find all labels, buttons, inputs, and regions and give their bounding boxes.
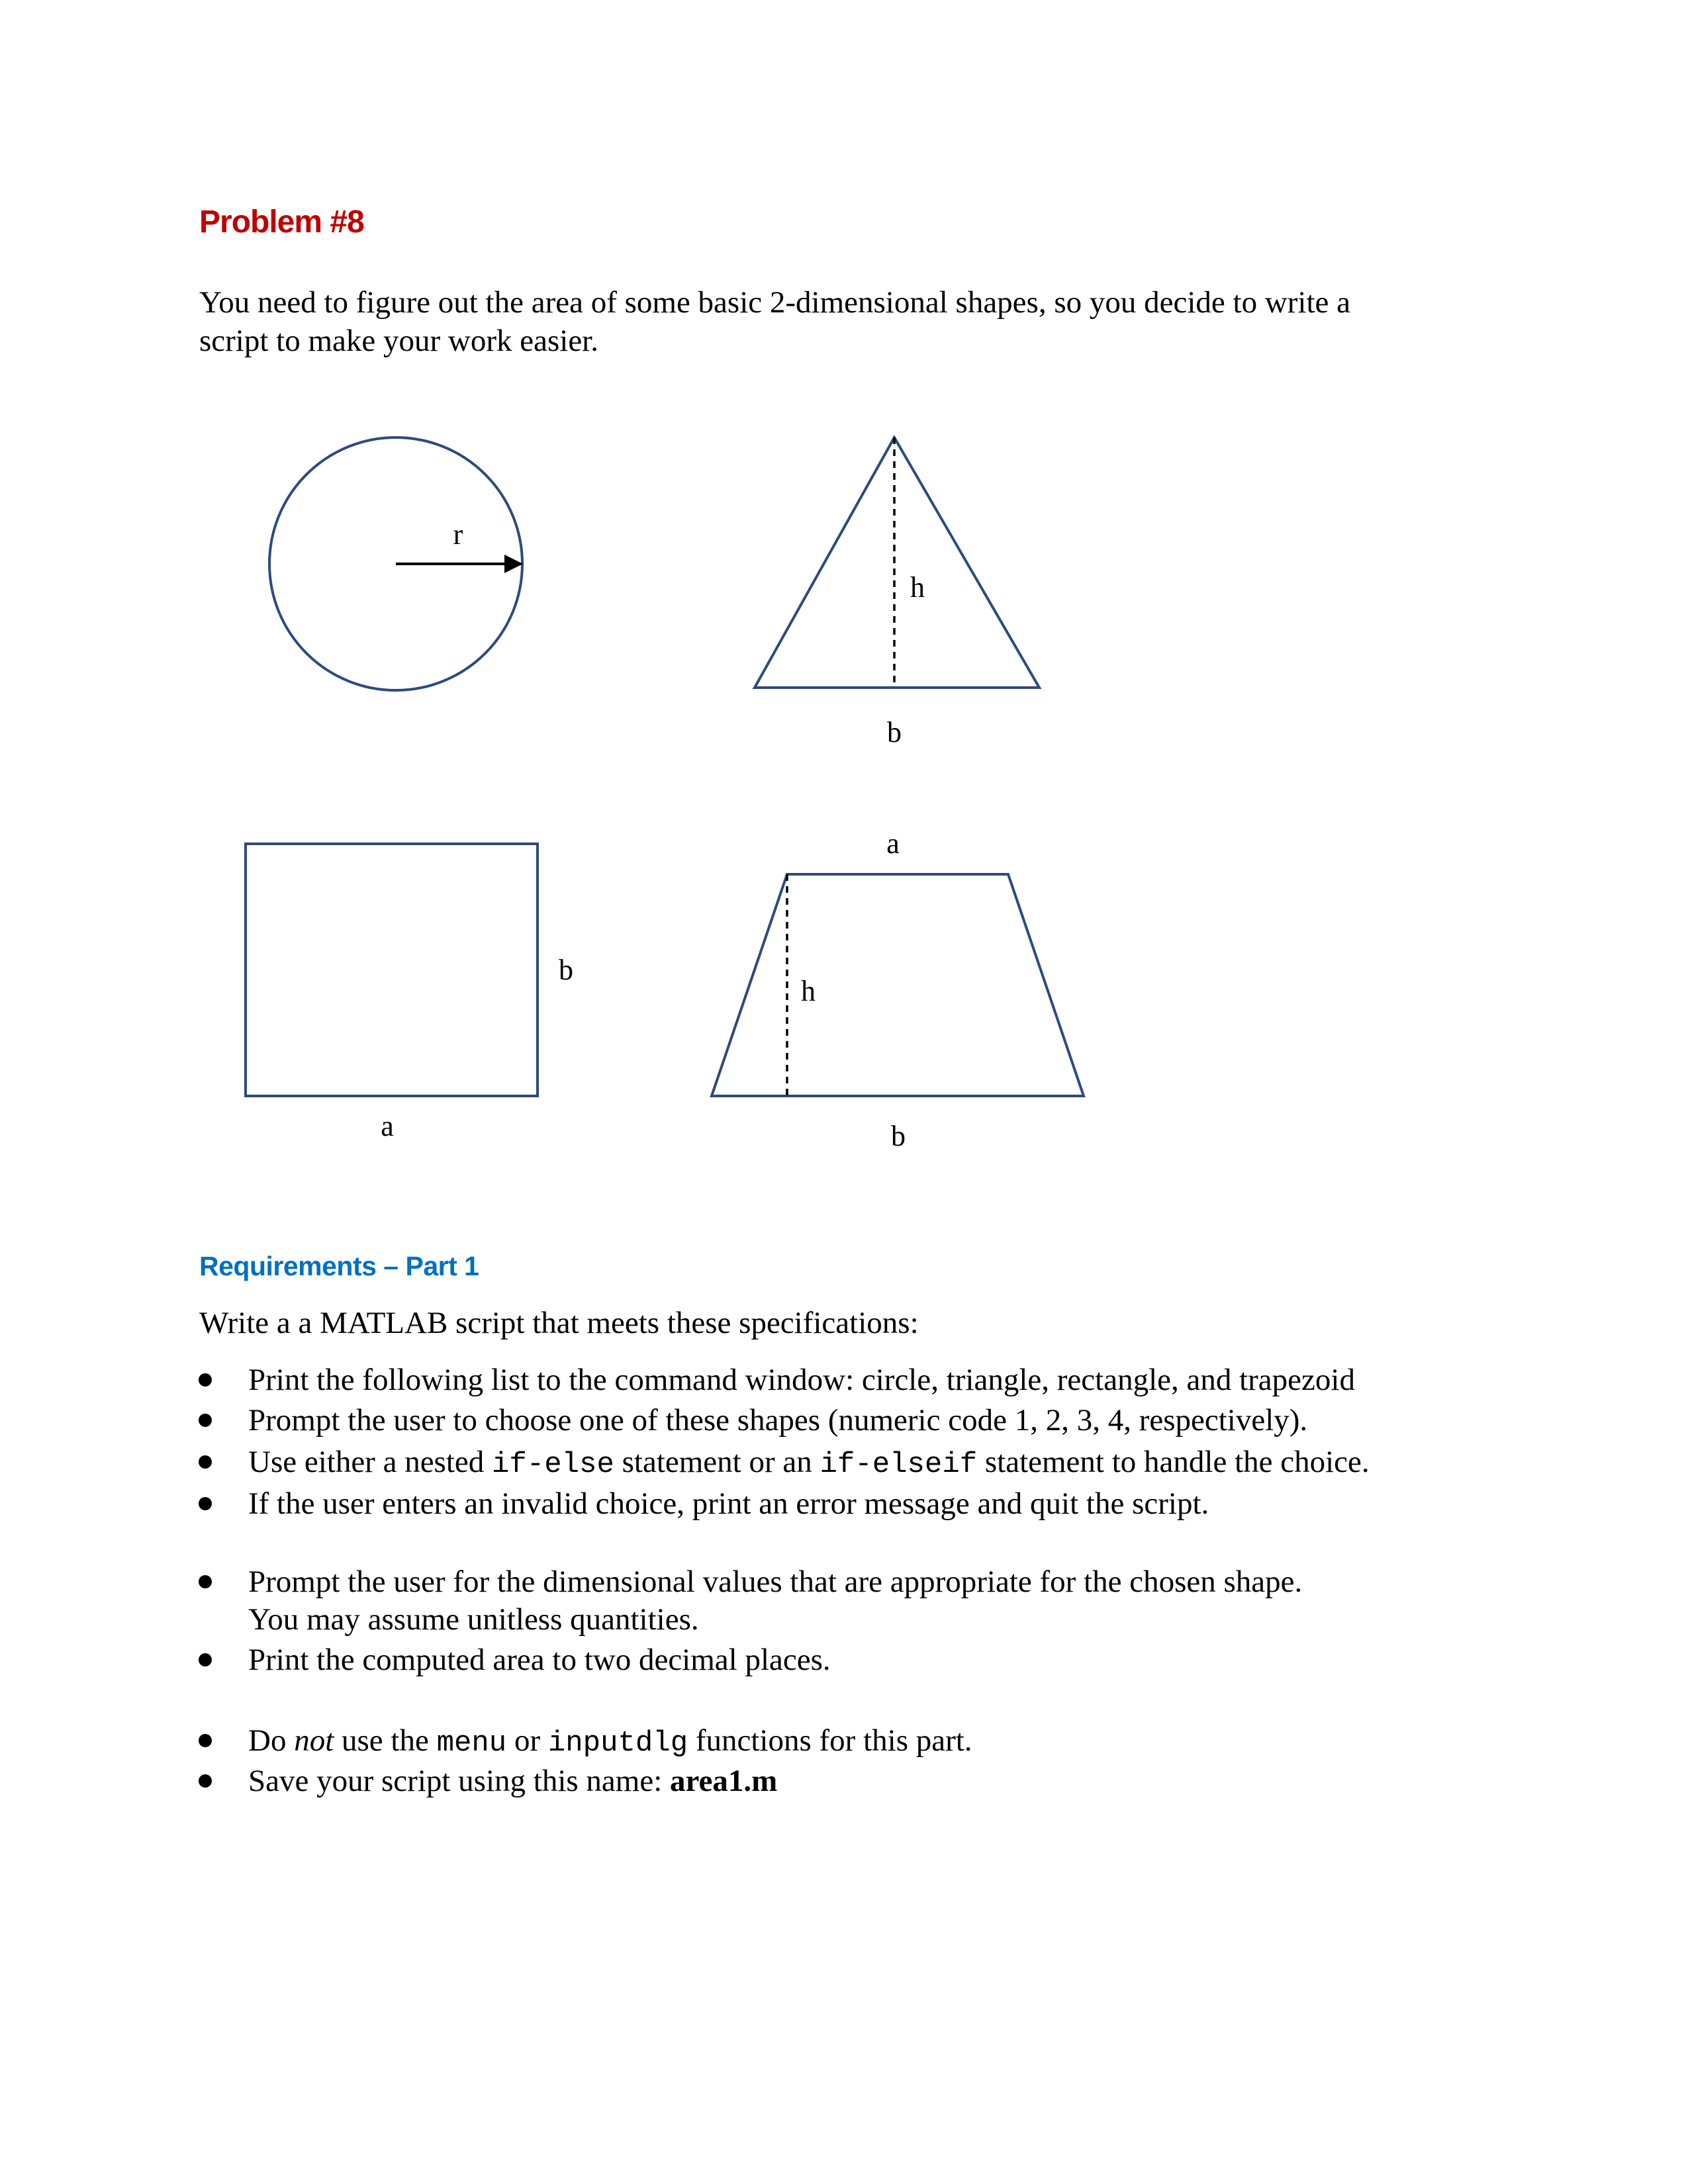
trapezoid-b-label: b (891, 1120, 906, 1152)
radius-arrow-head (504, 555, 523, 573)
trapezoid-a-label: a (886, 827, 900, 860)
filename: area1.m (670, 1764, 778, 1798)
requirement-6: Print the computed area to two decimal places. (248, 1643, 831, 1677)
text: statement to handle the choice. (977, 1445, 1370, 1479)
code-inputdlg: inputdlg (547, 1727, 688, 1760)
trapezoid-shape (712, 874, 1084, 1096)
text: use the (334, 1723, 437, 1758)
rectangle-shape (246, 844, 538, 1096)
intro-line-2: script to make your work easier. (199, 324, 598, 358)
text: Save your script using this name: (248, 1764, 671, 1798)
bullet-icon (199, 1373, 212, 1387)
requirement-5-line-1: Prompt the user for the dimensional values that are appropriate for the chosen shape. (248, 1565, 1303, 1599)
trapezoid-height-label: h (801, 975, 816, 1007)
requirement-1: Print the following list to the command window: circle, triangle, rectangle, and trapezoid (248, 1363, 1355, 1397)
code-if-else: if-else (492, 1448, 614, 1481)
triangle-height-label: h (910, 571, 925, 604)
bullet-icon (199, 1414, 212, 1427)
bullet-icon (199, 1575, 212, 1588)
requirement-3 (248, 1447, 1370, 1479)
circle-radius-label: r (453, 518, 463, 551)
rectangle-a-label: a (381, 1110, 394, 1142)
bullet-icon (199, 1497, 212, 1510)
triangle-shape (755, 437, 1039, 688)
code-menu: menu (436, 1727, 507, 1760)
bullet-icon (199, 1734, 212, 1747)
triangle-base-label: b (887, 716, 902, 749)
problem-title: Problem #8 (199, 205, 364, 240)
emphasis: not (294, 1723, 334, 1758)
requirement-7 (248, 1725, 972, 1758)
text: Use either a nested (248, 1445, 492, 1479)
code-if-elseif: if-elseif (820, 1448, 978, 1481)
rectangle-b-label: b (559, 954, 573, 986)
intro-line-1: You need to figure out the area of some basic 2-dimensional shapes, so you decide to write a (199, 285, 1350, 320)
text: Do (248, 1723, 295, 1758)
text: functions for this part. (688, 1723, 972, 1758)
text: or (506, 1723, 548, 1758)
bullet-icon (199, 1653, 212, 1666)
requirements-heading: Requirements – Part 1 (199, 1251, 479, 1281)
bullet-icon (199, 1455, 212, 1469)
bullet-icon (199, 1774, 212, 1788)
requirement-4: If the user enters an invalid choice, print an error message and quit the script. (248, 1486, 1209, 1521)
requirement-8 (248, 1766, 777, 1797)
requirement-2: Prompt the user to choose one of these shapes (numeric code 1, 2, 3, 4, respectively). (248, 1403, 1308, 1437)
text: statement or an (614, 1445, 820, 1479)
requirements-intro: Write a a MATLAB script that meets these specifications: (199, 1306, 919, 1340)
requirement-5-line-2: You may assume unitless quantities. (248, 1602, 699, 1637)
